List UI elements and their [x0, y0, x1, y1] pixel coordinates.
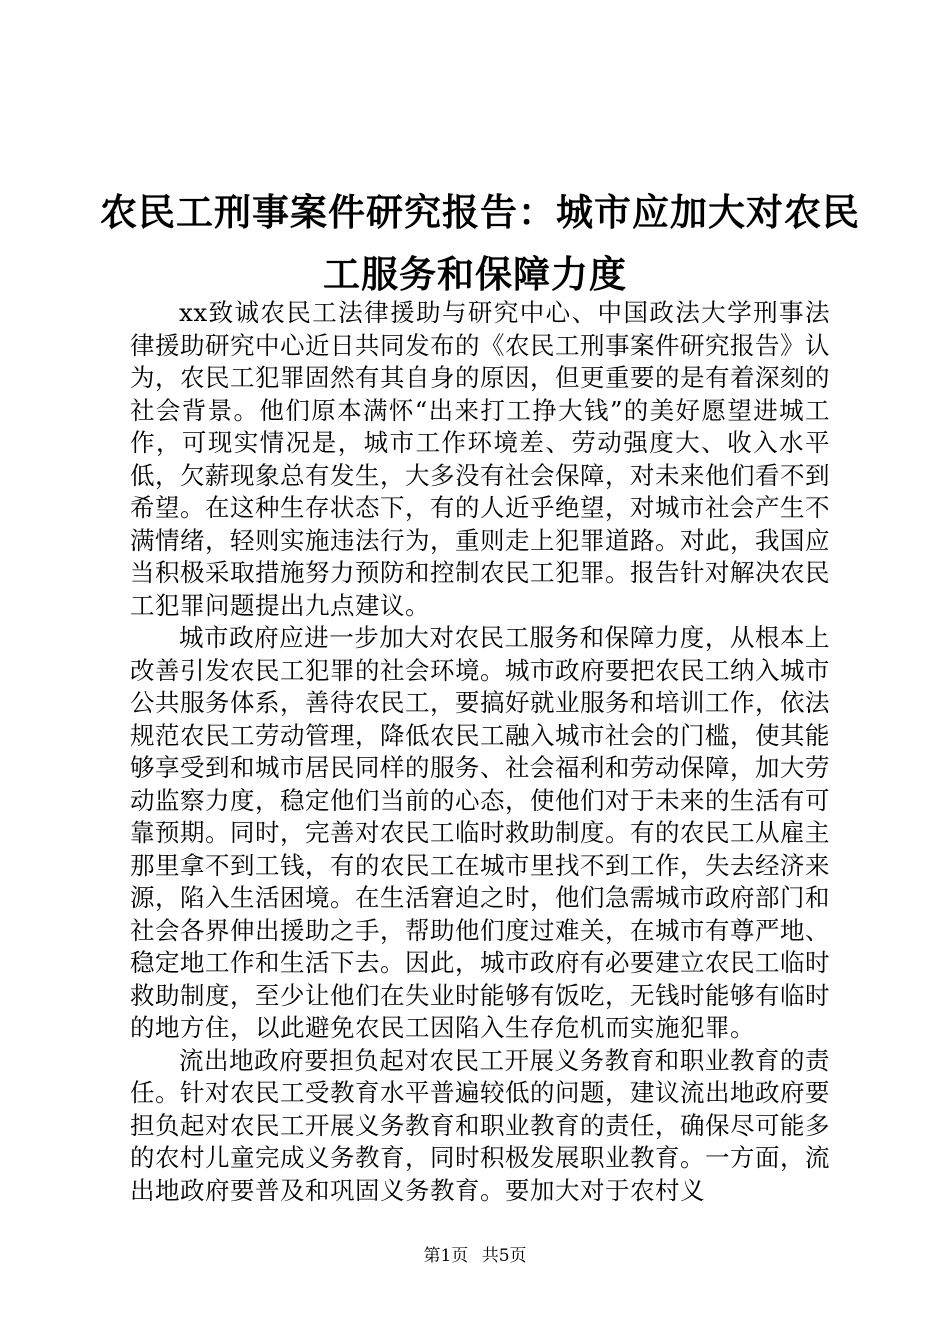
page-footer: [0, 1245, 950, 1267]
document-title: [100, 182, 860, 306]
paragraph-1: xx致诚农民工法律援助与研究中心、中国政法大学刑事法律援助研究中心近日共同发布的《农民工刑事案件研究报告》认为，农民工犯罪固然有其自身的原因，但更重要的是有着深刻的社会背景。他们原本满怀“出来打工挣大钱”的美好愿望进城工作，可现实情况是，城市工作环境差、劳动强度大、收入水平低，欠薪现象总有发生，大多没有社会保障，对未来他们看不到希望。在这种生存状态下，有的人近乎绝望，对城市社会产生不满情绪，轻则实施违法行为，重则走上犯罪道路。对此，我国应当积极采取措施努力预防和控制农民工犯罪。报告针对解决农民工犯罪问题提出九点建议。: [130, 298, 830, 620]
title-line-2: 工服务和保障力度: [323, 253, 627, 296]
page-total: 共5页: [481, 1246, 527, 1266]
document-body: [130, 297, 830, 1207]
paragraph-3: 流出地政府要担负起对农民工开展义务教育和职业教育的责任。针对农民工受教育水平普遍较低的问题，建议流出地政府要担负起对农民工开展义务教育和职业教育的责任，确保尽可能多的农村儿童完成义务教育，同时积极发展职业教育。一方面，流出地政府要普及和巩固义务教育。要加大对于农村义: [130, 1045, 830, 1205]
page-number: 第1页: [423, 1246, 469, 1266]
title-line-1: 农民工刑事案件研究报告：城市应加大对农民: [100, 191, 860, 234]
paragraph-2: 城市政府应进一步加大对农民工服务和保障力度，从根本上改善引发农民工犯罪的社会环境。城市政府要把农民工纳入城市公共服务体系，善待农民工，要搞好就业服务和培训工作，依法规范农民工劳动管理，降低农民工融入城市社会的门槛，使其能够享受到和城市居民同样的服务、社会福利和劳动保障，加大劳动监察力度，稳定他们当前的心态，使他们对于未来的生活有可靠预期。同时，完善对农民工临时救助制度。有的农民工从雇主那里拿不到工钱，有的农民工在城市里找不到工作，失去经济来源，陷入生活困境。在生活窘迫之时，他们急需城市政府部门和社会各界伸出援助之手，帮助他们度过难关，在城市有尊严地、稳定地工作和生活下去。因此，城市政府有必要建立农民工临时救助制度，至少让他们在失业时能够有饭吃，无钱时能够有临时的地方住，以此避免农民工因陷入生存危机而实施犯罪。: [130, 623, 830, 1042]
